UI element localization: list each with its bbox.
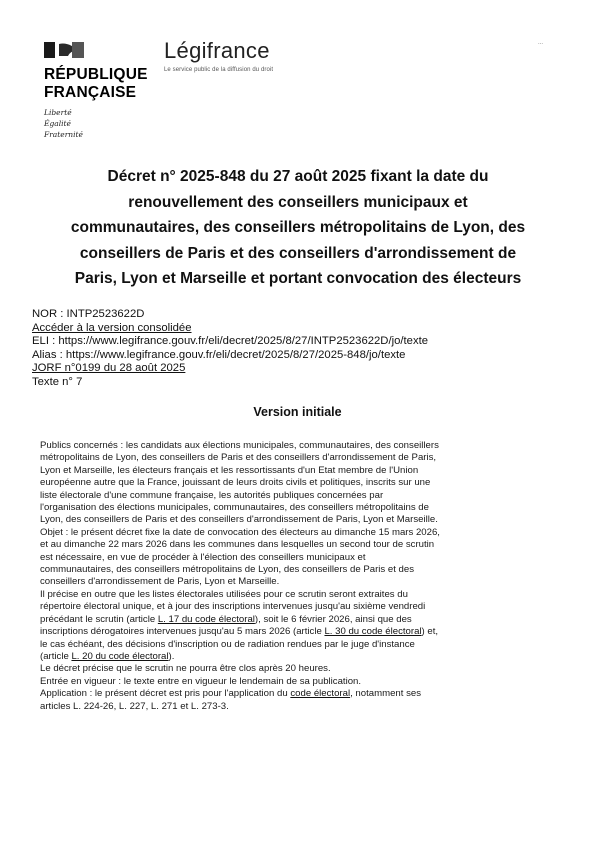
marianne-logo-icon bbox=[44, 42, 84, 58]
body-text-segment: inscriptions dérogatoires intervenues jusqu'au 5 mars 2026 (article bbox=[40, 626, 325, 638]
body-text-segment: , notamment ses bbox=[350, 688, 422, 700]
body-text-segment: ) et, bbox=[421, 626, 439, 638]
document-metadata bbox=[32, 308, 572, 390]
motto-egalite: Égalité bbox=[44, 119, 71, 128]
article-l17-link[interactable]: L. 17 du code électoral bbox=[157, 613, 255, 625]
body-line: liste électorale d'une commune française, les autorités publiques concernées par bbox=[40, 489, 384, 501]
body-line: Lyon, des conseillers de Paris et des conseillers d'arrondissement de Paris, Lyon et Marseille. bbox=[40, 514, 438, 526]
body-line bbox=[40, 651, 560, 663]
body-text-segment: (article bbox=[40, 650, 72, 662]
version-heading: Version initiale bbox=[253, 405, 342, 419]
texte-number: Texte n° 7 bbox=[32, 375, 83, 388]
motto-liberte: Liberté bbox=[44, 108, 72, 117]
article-l20-link[interactable]: L. 20 du code électoral bbox=[71, 650, 169, 662]
article-l30-link[interactable]: L. 30 du code électoral bbox=[324, 626, 422, 638]
body-line: articles L. 224-26, L. 227, L. 271 et L. 273-3. bbox=[40, 700, 229, 712]
body-line: Objet : le présent décret fixe la date de convocation des électeurs au dimanche 15 mars 2026, bbox=[40, 526, 440, 538]
body-text-segment: ), soit le 6 février 2026, ainsi que des bbox=[254, 613, 412, 625]
corner-mark: ... bbox=[538, 40, 544, 46]
francaise-line: FRANÇAISE bbox=[44, 84, 137, 101]
body-line bbox=[40, 688, 560, 700]
body-line: le cas échéant, des décisions d'inscription ou de radiation rendues par le juge d'instance bbox=[40, 638, 415, 650]
title-line: conseillers de Paris et des conseillers d'arrondissement de bbox=[79, 244, 517, 262]
title-line: Décret n° 2025-848 du 27 août 2025 fixant la date du bbox=[107, 168, 489, 185]
body-line: l'organisation des élections municipales, communautaires, des conseillers métropolitains de bbox=[40, 502, 429, 514]
body-line: Il précise en outre que les listes électorales utilisées pour ce scrutin seront extraites du bbox=[40, 588, 408, 600]
document-title bbox=[28, 164, 568, 292]
jorf-link[interactable]: JORF n°0199 du 28 août 2025 bbox=[32, 362, 186, 375]
body-line bbox=[40, 626, 560, 638]
body-line: européenne autre que la France, jouissant de leurs droits civils et politiques, inscrits sur une bbox=[40, 477, 431, 489]
body-line: est nécessaire, en vue de procéder à l'élection des conseillers municipaux et bbox=[40, 551, 366, 563]
legifrance-logo: Légifrance bbox=[164, 38, 270, 63]
body-line: communautaires, des conseillers métropolitains de Lyon, des conseillers de Paris et des bbox=[40, 564, 414, 576]
body-line: Lyon et Marseille, les électeurs français et les ressortissants d'un Etat membre de l'Union bbox=[40, 464, 419, 476]
body-line: et au dimanche 22 mars 2026 dans les communes dans lesquelles un second tour de scrutin bbox=[40, 539, 435, 551]
eli-url: ELI : https://www.legifrance.gouv.fr/eli/decret/2025/8/27/INTP2523622D/jo/texte bbox=[32, 335, 429, 348]
nor-reference: NOR : INTP2523622D bbox=[32, 308, 145, 320]
title-line: Paris, Lyon et Marseille et portant convocation des électeurs bbox=[74, 270, 522, 287]
body-line bbox=[40, 614, 560, 626]
alias-url: Alias : https://www.legifrance.gouv.fr/eli/decret/2025/8/27/2025-848/jo/texte bbox=[32, 348, 406, 361]
national-motto bbox=[44, 107, 83, 140]
body-line: répertoire électoral unique, et à jour des inscriptions intervenues jusqu'au sixième vendredi bbox=[40, 601, 426, 613]
code-electoral-link[interactable]: code électoral bbox=[290, 688, 351, 700]
republique-line: RÉPUBLIQUE bbox=[44, 66, 148, 83]
notice-body bbox=[40, 440, 560, 713]
body-line: conseillers d'arrondissement de Paris, Lyon et Marseille. bbox=[40, 576, 280, 588]
body-text-segment: ). bbox=[168, 650, 175, 662]
republique-francaise-wordmark bbox=[44, 66, 148, 102]
body-line: métropolitains de Lyon, des conseillers de Paris et des conseillers d'arrondissement de Paris, bbox=[40, 452, 437, 464]
body-text-segment: précédant le scrutin (article bbox=[40, 613, 158, 625]
consolidated-version-link[interactable]: Accéder à la version consolidée bbox=[32, 321, 192, 334]
body-line: Le décret précise que le scrutin ne pourra être clos après 20 heures. bbox=[40, 663, 331, 675]
title-line: communautaires, des conseillers métropolitains de Lyon, des bbox=[70, 219, 526, 236]
title-line: renouvellement des conseillers municipaux et bbox=[128, 193, 468, 211]
body-line: Publics concernés : les candidats aux élections municipales, communautaires, des conseillers bbox=[40, 440, 439, 451]
body-text-segment: Application : le présent décret est pris pour l'application du bbox=[40, 688, 291, 700]
body-line: Entrée en vigueur : le texte entre en vigueur le lendemain de sa publication. bbox=[40, 675, 362, 687]
legifrance-tagline: Le service public de la diffusion du droit bbox=[164, 67, 274, 73]
motto-fraternite: Fraternité bbox=[44, 130, 83, 139]
